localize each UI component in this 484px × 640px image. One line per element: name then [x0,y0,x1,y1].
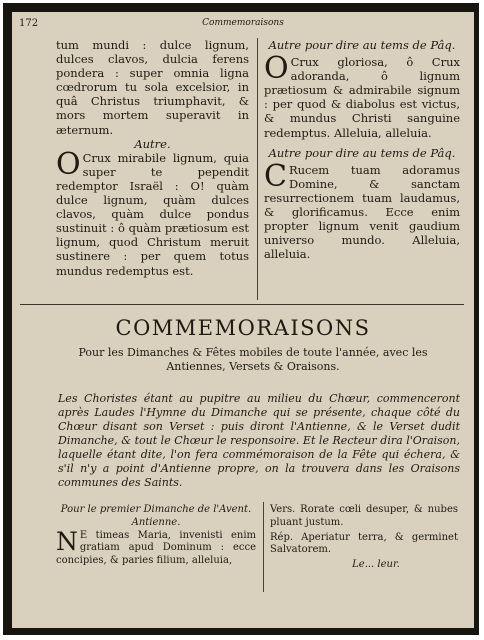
bottom-left-column [56,504,256,568]
response: Rép. Aperiatur terra, & germinet Salvatorem. [270,531,458,556]
section-title: COMMEMORAISONS [115,316,371,340]
page-frame [3,3,479,635]
section-divider [20,304,464,305]
left-prayer-text: Crux mirabile lignum, quia super te pependit redemptor Israël : O! quàm dulce lignum, quàm dulces clavos, quàm dulce pondus sustinuit : ô quàm prætiosum est lignum, quod Christum meruit sustinere : per quem totus mundus redemptus est. [56,150,249,278]
oremus-line: Le... leur. [352,559,400,571]
drop-cap: C [264,158,287,194]
advent-heading: Pour le premier Dimanche de l'Avent. [60,504,252,515]
section-subtitle: Pour les Dimanches & Fêtes mobiles de toute l'année, avec les Antiennes, Versets & Oraisons. [78,346,428,373]
antiphon-label: Antienne. [131,516,181,528]
page-number: 172 [19,18,39,29]
right-prayer-1 [264,51,460,140]
running-title: Commemoraisons [202,18,284,28]
drop-cap: N [56,526,78,556]
right-prayer-2-text: Rucem tuam adoramus Domine, & sanctam resurrectionem tuam laudamus, & glorificamus. Ecce enim propter lignum venit gaudium universo mundo. Alleluia, alleluia. [264,162,460,262]
drop-cap: O [56,146,81,182]
right-column [264,38,460,261]
page-header [12,18,474,32]
left-heading: Autre. [134,136,171,151]
column-divider [257,38,258,300]
drop-cap: O [264,51,289,87]
bottom-right-column [270,504,458,572]
left-column [56,38,249,278]
rubric-text: Les Choristes étant au pupitre au milieu du Chœur, commenceront après Laudes l'Hymne du Dimanche qui se présente, chaque côté du Chœur disant son Verset : puis diront l'Antienne, & le Verset dudit Dimanche, & tout le Chœur le responsoire. Et le Recteur dira l'Oraison, laquelle étant dite, l'on fera commémoraison de la Fête qui échera, & s'il n'y a point d'Antienne propre, on la trouvera dans les Oraisons communes des Saints. [58,392,460,489]
right-prayer-2 [264,158,460,262]
left-prayer [56,146,249,278]
versicle: Vers. Rorate cœli desuper, & nubes pluant justum. [270,504,458,528]
antiphon-text: E timeas Maria, invenisti enim gratiam apud Dominum : ecce concipies, & paries filium, alleluia, [56,529,256,567]
right-prayer-1-text: Crux gloriosa, ô Crux adoranda, ô lignum prætiosum & admirabile signum : per quod & diabolus est victus, & mundus Christi sanguine redemptus. Alleluia, alleluia. [264,55,460,140]
left-top-text: tum mundi : dulce lignum, dulces clavos, dulcia ferens pondera : super omnia ligna cœdrorum tu sola excelsior, in quâ Christus triumphavit, & mors mortem superavit in æternum. [56,38,249,137]
antiphon [56,526,256,568]
bottom-column-divider [263,502,264,592]
right-heading-1: Autre pour dire au tems de Pâq. [268,38,456,52]
book-page [12,12,474,628]
right-heading-2: Autre pour dire au tems de Pâq. [268,145,456,160]
